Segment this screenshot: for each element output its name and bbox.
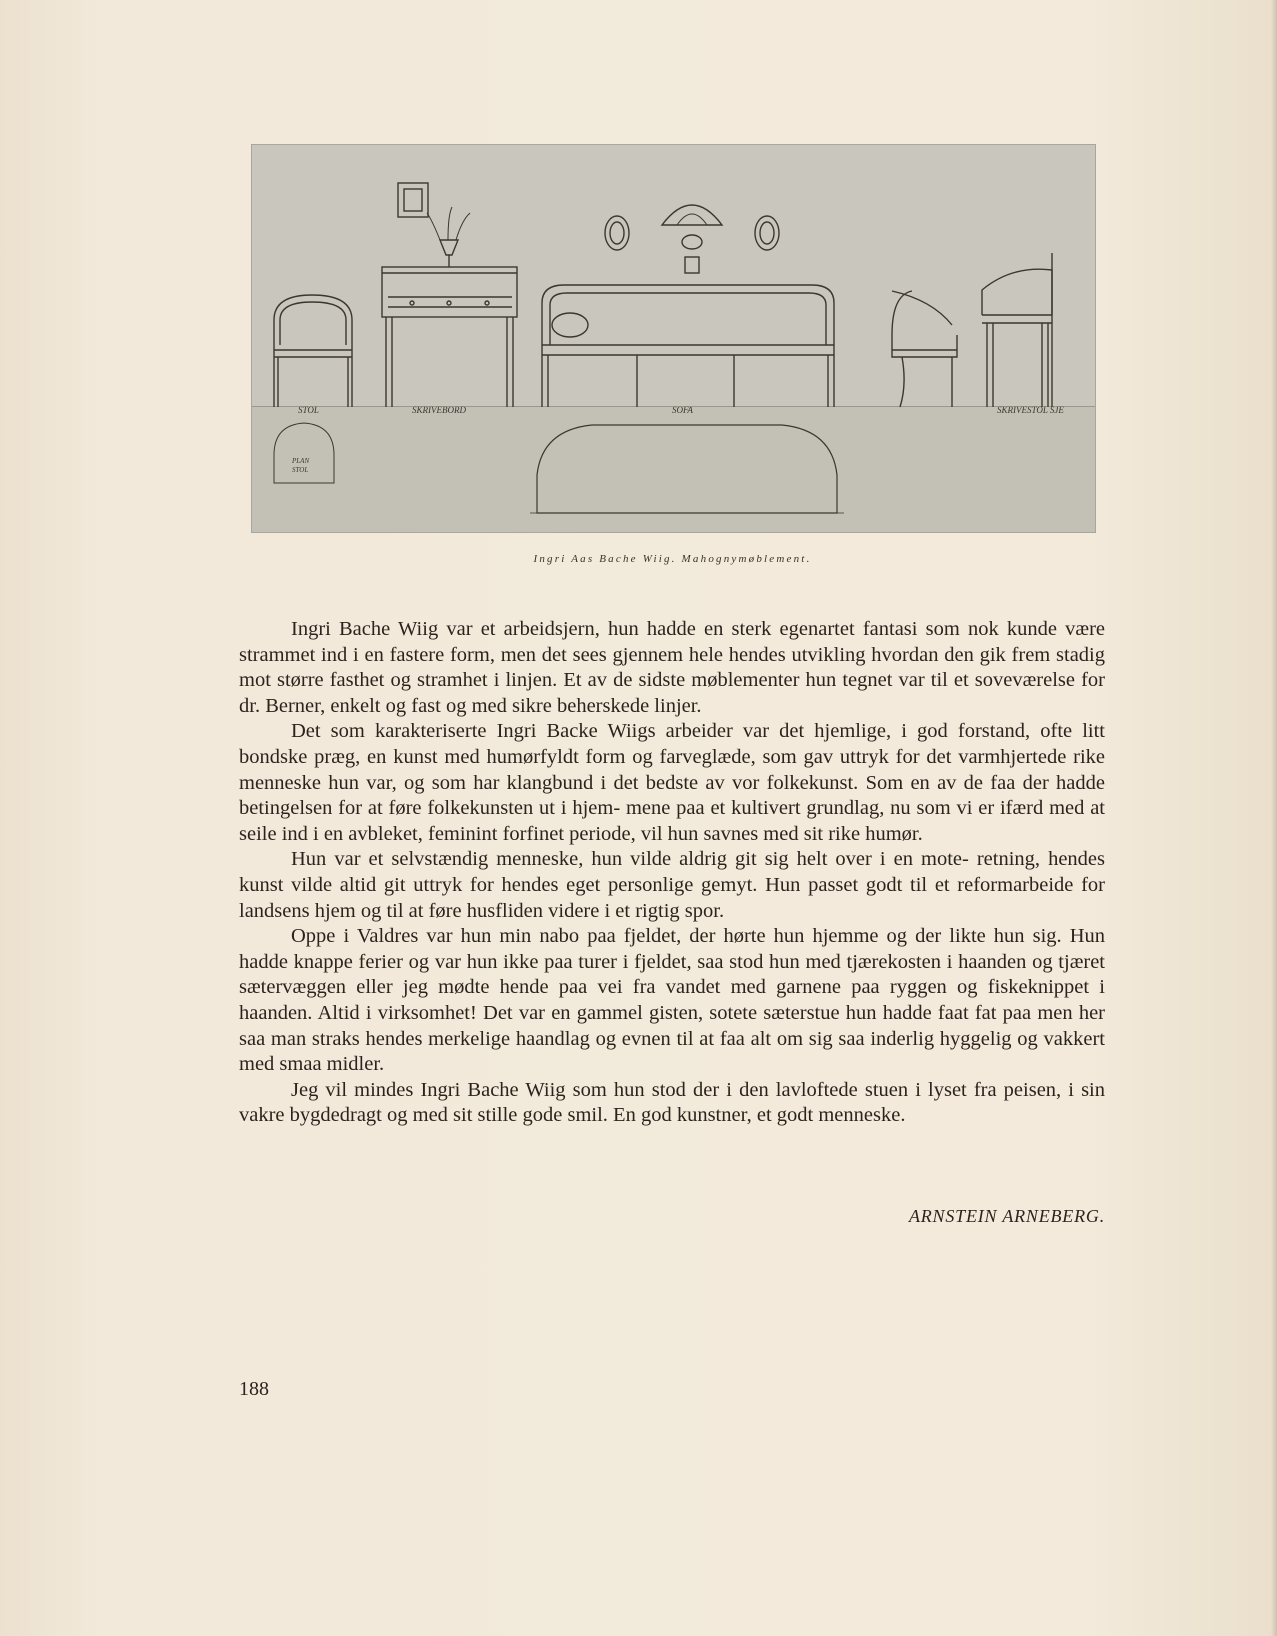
furniture-drawing <box>252 145 1095 532</box>
paragraph: Ingri Bache Wiig var et arbeidsjern, hun hadde en sterk egenartet fantasi som nok kunde være strammet ind i en fastere form, men det sees gjennem hele hendes utvikling hvordan den gik frem stadig mot større fasthet og stramhet i linjen. Et av de sidste møblementer hun tegnet var til et soveværelse for dr. Berner, enkelt og fast og med sikre beherskede linjer. <box>239 618 1105 717</box>
plate-label-plan-stol: STOL <box>292 466 309 474</box>
page-number: 188 <box>239 1378 269 1400</box>
furniture-drawing-plate <box>251 144 1096 533</box>
side-chair-drawing <box>892 291 957 407</box>
author-signature: ARNSTEIN ARNEBERG. <box>908 1206 1105 1226</box>
sofa-drawing <box>542 285 834 407</box>
desk-drawing <box>382 267 517 407</box>
paragraph: Oppe i Valdres var hun min nabo paa fjeldet, der hørte hun hjemme og der likte hun sig. Hun hadde knappe ferier og var hun ikke paa turer i fjeldet, saa stod hun med tjærekosten i haanden og tjæret sætervæggen eller jeg mødte hende paa vei fra vandet med garnene paa ryggen og fiskeknippet i haanden. Altid i virksomhet! Det var en gammel gisten, sotete sæterstue hun hadde faat fat paa men her saa man straks hendes merkelige haandlag og evnen til at faa alt om sig saa inderlig hyggelig og vakkert med smaa midler. <box>239 925 1105 1076</box>
paragraph: Hun var et selvstændig menneske, hun vilde aldrig git sig helt over i en mote- retning, hendes kunst vilde altid git uttryk for hendes eget personlige gemyt. Hun passet godt til et reformarbeide for landsens hjem og til at føre husfliden videre i et rigtig spor. <box>239 848 1105 922</box>
paragraph: Jeg vil mindes Ingri Bache Wiig som hun stod der i den lavloftede stuen i lyset fra peisen, i sin vakre bygdedragt og med sit stille gode smil. En god kunstner, et godt menneske. <box>239 1078 1105 1127</box>
armchair-drawing <box>274 295 352 407</box>
plate-label-plan: PLAN <box>292 457 310 465</box>
plate-label-desk: SKRIVEBORD <box>412 405 466 415</box>
paragraph: Det som karakteriserte Ingri Backe Wiigs arbeider var det hjemlige, i god forstand, ofte litt bondske præg, en kunst med humørfyldt form og farveglæde, som gav uttryk for det varmhjertede rike menneske hun var, og som har klangbund i det bedste av vor folkekunst. Som en av de faa der hadde betingelsen for at føre folkekunsten ut i hjem- mene paa et kultivert grundlag, nu som vi er ifærd med at seile ind i en avbleket, feminint forfinet periode, vil hun savnes med sit rike humør. <box>239 720 1105 845</box>
plate-label-sofa: SOFA <box>672 405 693 415</box>
article-body <box>239 617 1105 1129</box>
writing-desk-drawing <box>982 253 1052 407</box>
page-edge-shadow <box>1271 0 1277 1636</box>
plate-label-writing-chair: SKRIVESTOL SJE <box>997 405 1064 415</box>
figure-caption: Ingri Aas Bache Wiig. Mahognymøblement. <box>533 553 812 565</box>
plate-label-stol: STOL <box>298 405 319 415</box>
